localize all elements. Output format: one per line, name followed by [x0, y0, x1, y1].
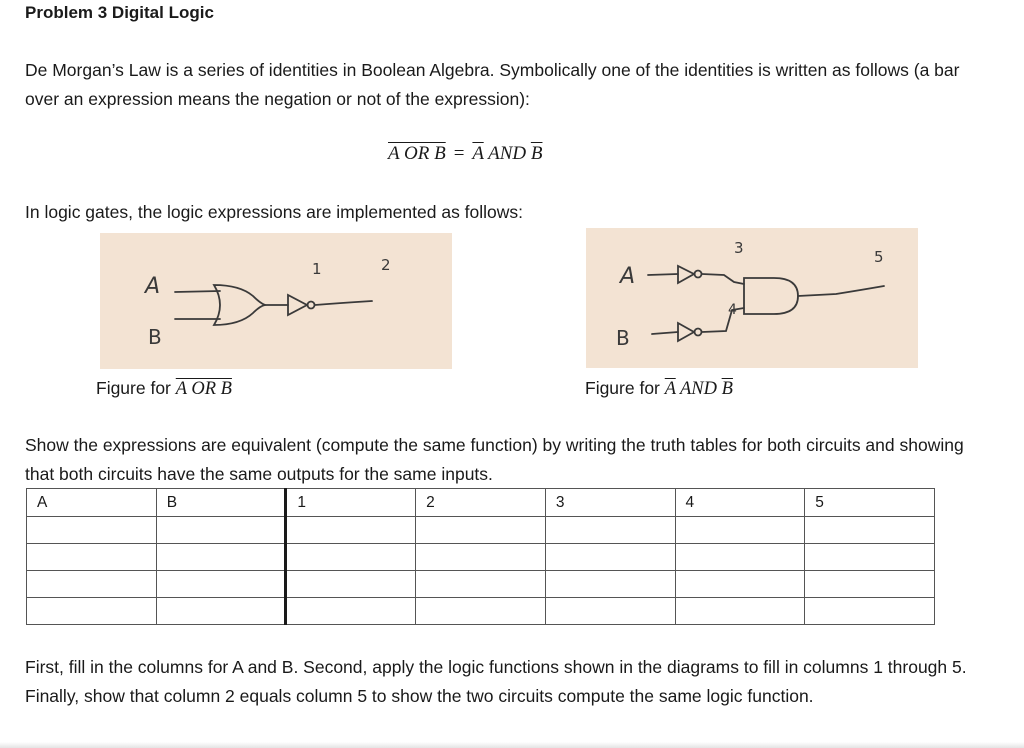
table-cell — [545, 598, 675, 625]
caption-a: $\overline{A}$ — [664, 379, 676, 399]
or-gate-icon — [214, 285, 265, 325]
figure-or-nor-circuit — [100, 233, 452, 369]
wire-a — [648, 274, 678, 275]
table-cell — [805, 544, 935, 571]
or-not-circuit-diagram — [100, 233, 452, 369]
table-cell — [286, 571, 416, 598]
table-row — [27, 598, 935, 625]
formula-rhs-and: AND — [483, 143, 531, 164]
truth-table-header-row — [27, 489, 935, 517]
problem-title: Problem 3 Digital Logic — [25, 3, 214, 22]
de-morgan-formula — [388, 143, 542, 165]
formula-rhs-a: $\overline{A}$ — [472, 143, 484, 164]
figure-or-input-a: A — [145, 274, 161, 299]
table-cell — [27, 544, 157, 571]
wire-3 — [702, 274, 744, 284]
table-cell — [416, 544, 546, 571]
figure-and-circuit — [586, 228, 918, 368]
header-1: 1 — [286, 489, 416, 517]
figure-and-label-5: 5 — [874, 248, 884, 266]
intro-paragraph: De Morgan’s Law is a series of identities in Boolean Algebra. Symbolically one of the identities is written as follows (a bar over an expression means the negation or not of the expression): — [25, 60, 960, 109]
table-row — [27, 571, 935, 598]
not-gate-a-icon — [678, 266, 694, 283]
caption-prefix: Figure for — [585, 378, 665, 398]
table-cell — [416, 598, 546, 625]
figure-and-input-b: B — [616, 326, 630, 350]
formula-equals: = — [453, 143, 465, 164]
header-3: 3 — [545, 489, 675, 517]
header-4: 4 — [675, 489, 805, 517]
caption-prefix: Figure for — [96, 378, 176, 398]
instructions-paragraph: First, fill in the columns for A and B. Second, apply the logic functions shown in the diagrams to fill in columns 1 through 5. Finally, show that column 2 equals column 5 to show the two circuits compute the same logic function. — [25, 657, 967, 706]
table-cell — [675, 544, 805, 571]
figure-or-caption — [96, 378, 232, 400]
table-cell — [545, 571, 675, 598]
table-cell — [805, 571, 935, 598]
truth-table — [26, 488, 935, 625]
table-cell — [286, 598, 416, 625]
caption-b: $\overline{B}$ — [721, 379, 733, 399]
table-cell — [156, 598, 286, 625]
table-cell — [545, 544, 675, 571]
caption-expression: A OR B — [175, 379, 232, 399]
and-gate-icon — [744, 278, 798, 314]
figure-and-caption — [585, 378, 733, 400]
table-cell — [675, 571, 805, 598]
figure-or-input-b: B — [148, 325, 162, 349]
table-cell — [27, 571, 157, 598]
table-cell — [156, 544, 286, 571]
table-cell — [286, 517, 416, 544]
wire-b — [652, 332, 678, 334]
header-2: 2 — [416, 489, 546, 517]
gates-sentence: In logic gates, the logic expressions are implemented as follows: — [25, 202, 524, 222]
table-cell — [27, 598, 157, 625]
header-a: A — [27, 489, 157, 517]
header-5: 5 — [805, 489, 935, 517]
table-cell — [805, 598, 935, 625]
table-row — [27, 544, 935, 571]
not-gate-icon — [288, 295, 307, 315]
table-cell — [156, 571, 286, 598]
table-cell — [805, 517, 935, 544]
figure-and-input-a: A — [620, 264, 636, 289]
wire-4 — [702, 308, 744, 332]
show-sentence: Show the expressions are equivalent (compute the same function) by writing the truth tables for both circuits and showing that both circuits have the same outputs for the same inputs. — [25, 435, 964, 484]
figure-and-label-4: 4 — [728, 302, 737, 318]
table-cell — [156, 517, 286, 544]
caption-and: AND — [675, 379, 722, 399]
not-gate-b-icon — [678, 323, 694, 341]
page-bottom-edge — [0, 742, 1024, 748]
table-cell — [27, 517, 157, 544]
wire-5 — [798, 286, 884, 296]
wire-a — [175, 291, 220, 292]
wire-2 — [315, 301, 372, 305]
table-cell — [286, 544, 416, 571]
table-cell — [416, 517, 546, 544]
table-cell — [416, 571, 546, 598]
table-cell — [545, 517, 675, 544]
not-not-and-circuit-diagram — [586, 228, 918, 368]
formula-lhs: A OR B — [388, 143, 446, 164]
figure-or-label-1: 1 — [312, 260, 322, 278]
table-row — [27, 517, 935, 544]
figure-and-label-3: 3 — [734, 239, 744, 257]
table-cell — [675, 517, 805, 544]
header-b: B — [156, 489, 286, 517]
figure-or-label-2: 2 — [381, 256, 391, 274]
table-cell — [675, 598, 805, 625]
formula-rhs-b: $\overline{B}$ — [530, 143, 543, 164]
